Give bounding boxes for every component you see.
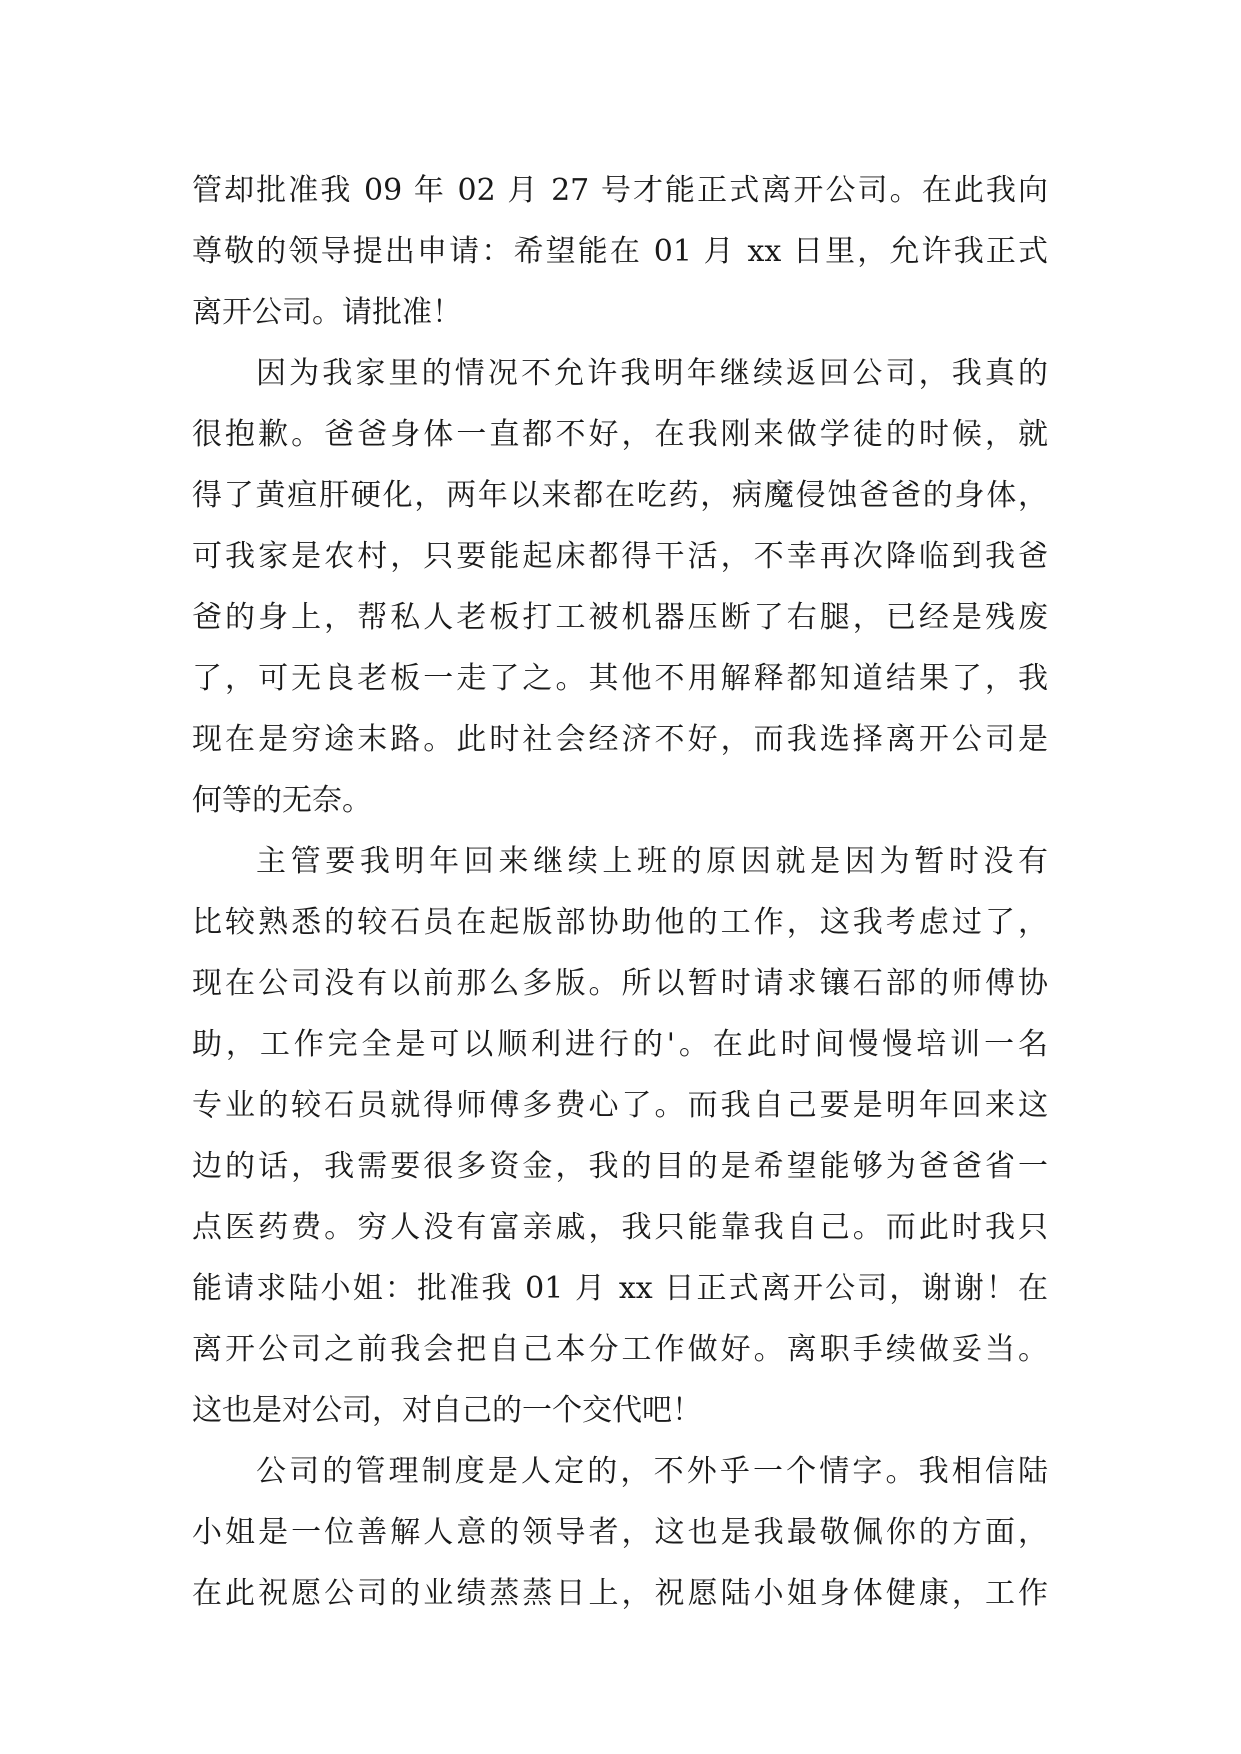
paragraph-3 [192,831,1048,1441]
text-line: 比较熟悉的较石员在起版部协助他的工作，这我考虑过了， [192,905,1048,940]
text-line: 能请求陆小姐：批准我 01 月 xx 日正式离开公司，谢谢！在 [192,1271,1048,1306]
paragraph-1 [192,160,1048,343]
text-line: 小姐是一位善解人意的领导者，这也是我最敬佩你的方面， [192,1515,1048,1550]
text-line: 现在是穷途末路。此时社会经济不好，而我选择离开公司是 [192,722,1048,757]
text-line: 助，工作完全是可以顺利进行的'。在此时间慢慢培训一名 [192,1027,1048,1062]
text-line: 何等的无奈。 [192,783,372,818]
paragraph-2 [192,343,1048,831]
paragraph-4 [192,1441,1048,1624]
text-line: 因为我家里的情况不允许我明年继续返回公司，我真的 [256,356,1048,391]
text-line: 爸的身上，帮私人老板打工被机器压断了右腿，已经是残废 [192,600,1048,635]
text-line: 这也是对公司，对自己的一个交代吧！ [192,1393,702,1428]
text-line: 点医药费。穷人没有富亲戚，我只能靠我自己。而此时我只 [192,1210,1048,1245]
text-line: 在此祝愿公司的业绩蒸蒸日上，祝愿陆小姐身体健康，工作 [192,1576,1048,1611]
text-line: 尊敬的领导提出申请：希望能在 01 月 xx 日里，允许我正式 [192,234,1048,269]
text-line: 了，可无良老板一走了之。其他不用解释都知道结果了，我 [192,661,1048,696]
text-line: 现在公司没有以前那么多版。所以暂时请求镶石部的师傅协 [192,966,1048,1001]
text-line: 边的话，我需要很多资金，我的目的是希望能够为爸爸省一 [192,1149,1048,1184]
text-line: 公司的管理制度是人定的，不外乎一个情字。我相信陆 [256,1454,1048,1489]
text-line: 离开公司之前我会把自己本分工作做好。离职手续做妥当。 [192,1332,1048,1367]
text-line: 离开公司。请批准！ [192,295,462,330]
text-line: 管却批准我 09 年 02 月 27 号才能正式离开公司。在此我向 [192,173,1048,208]
document-body [192,160,1048,1624]
text-line: 专业的较石员就得师傅多费心了。而我自己要是明年回来这 [192,1088,1048,1123]
text-line: 很抱歉。爸爸身体一直都不好，在我刚来做学徒的时候，就 [192,417,1048,452]
text-line: 得了黄疸肝硬化，两年以来都在吃药，病魔侵蚀爸爸的身体， [192,478,1048,513]
text-line: 主管要我明年回来继续上班的原因就是因为暂时没有 [256,844,1048,879]
text-line: 可我家是农村，只要能起床都得干活，不幸再次降临到我爸 [192,539,1048,574]
